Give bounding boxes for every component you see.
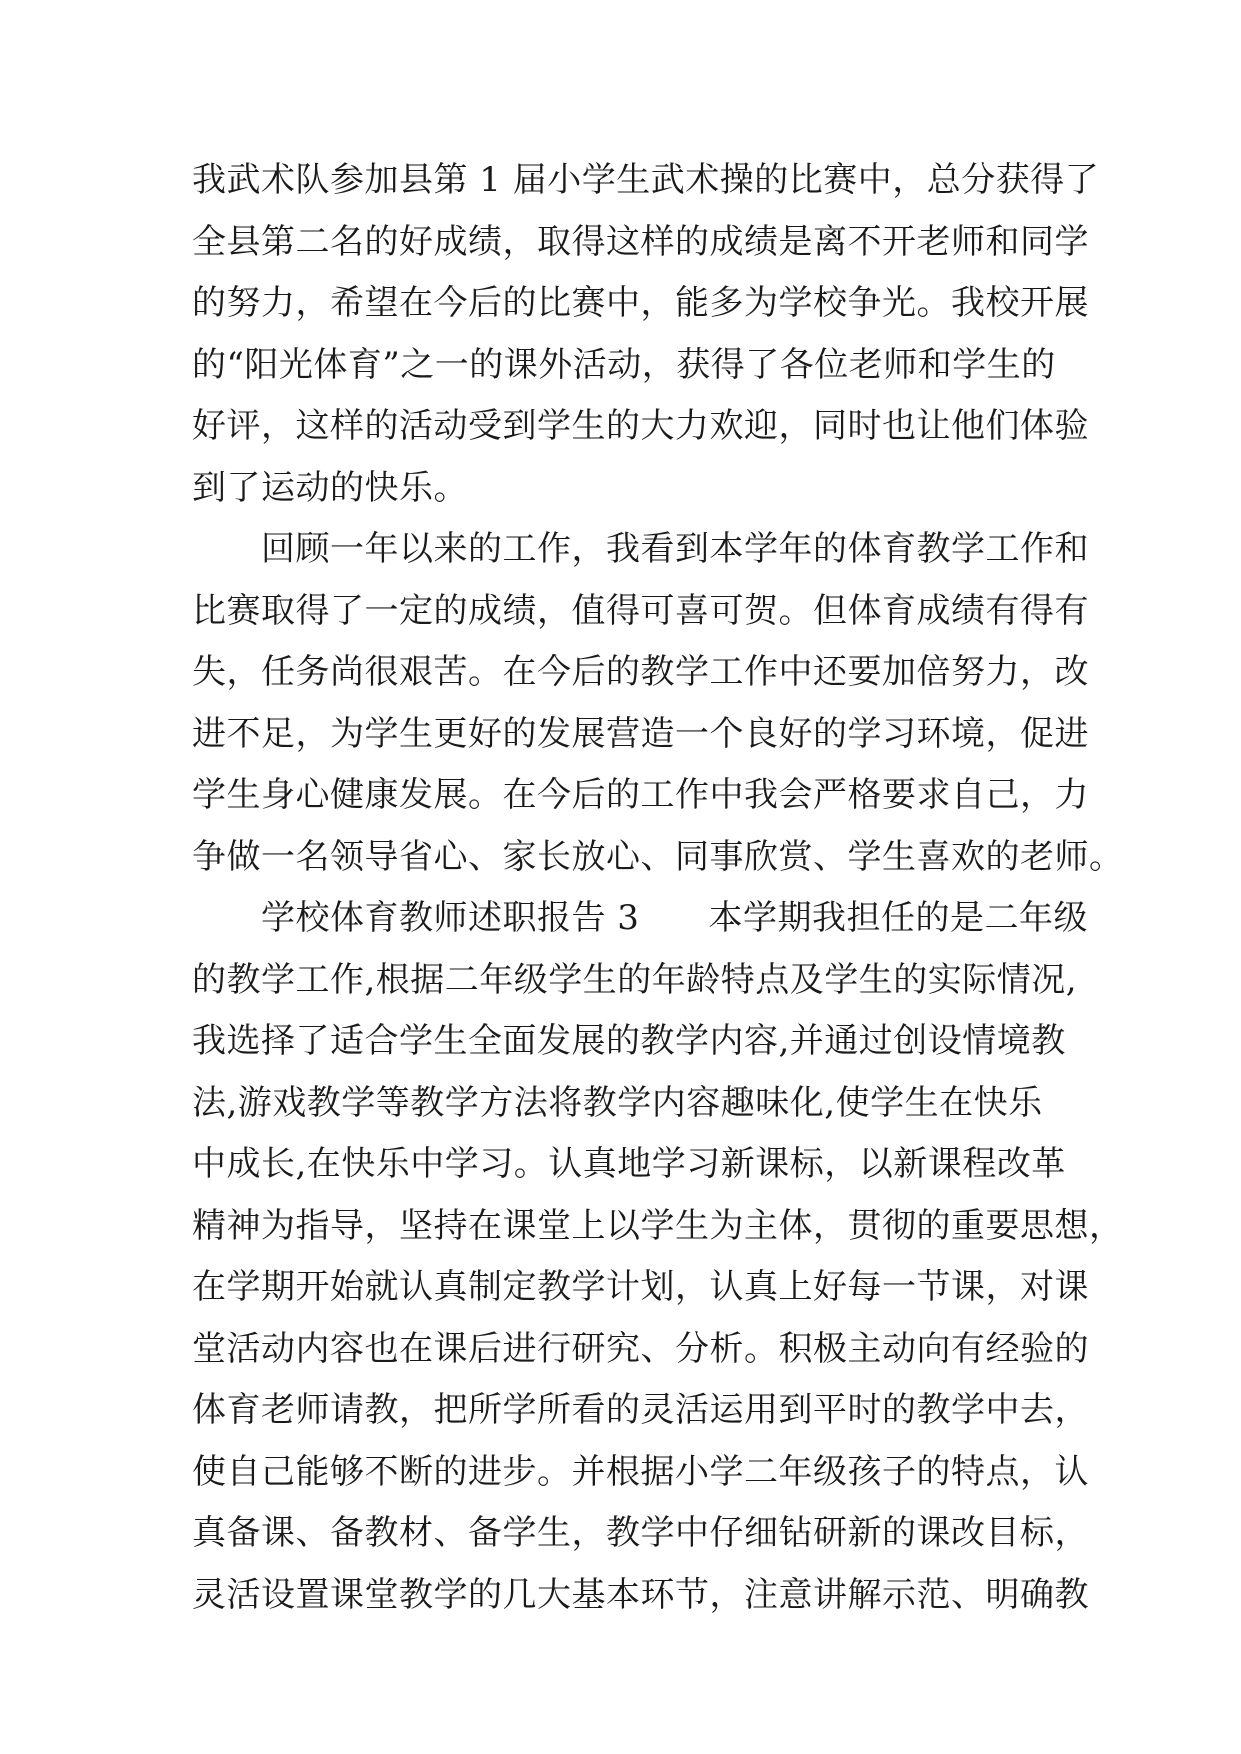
text-line: 体育老师请教，把所学所看的灵活运用到平时的教学中去， [192,1390,1089,1430]
text-line: 失，任务尚很艰苦。在今后的教学工作中还要加倍努力，改 [192,652,1089,692]
text-line: 到了运动的快乐。 [192,467,468,508]
text-line: 进不足，为学生更好的发展营造一个良好的学习环境，促进 [192,713,1089,754]
body-text [192,150,1124,1626]
text-line: 堂活动内容也在课后进行研究、分析。积极主动向有经验的 [192,1328,1089,1369]
text-line: 学生身心健康发展。在今后的工作中我会严格要求自己，力 [192,775,1089,815]
text-line: 精神为指导，坚持在课堂上以学生为主体，贯彻的重要思想， [192,1205,1124,1246]
text-line: 的教学工作,根据二年级学生的年龄特点及学生的实际情况, [192,959,1078,1000]
text-line: 争做一名领导省心、家长放心、同事欣赏、学生喜欢的老师。 [192,836,1124,877]
text-line: 比赛取得了一定的成绩，值得可喜可贺。但体育成绩有得有 [192,590,1089,631]
text-line: 的“阳光体育”之一的课外活动，获得了各位老师和学生的 [192,344,1056,385]
text-line: 真备课、备教材、备学生，教学中仔细钻研新的课改目标， [192,1513,1089,1553]
text-line: 中成长,在快乐中学习。认真地学习新课标，以新课程改革 [192,1144,1066,1184]
text-line: 在学期开始就认真制定教学计划，认真上好每一节课，对课 [192,1267,1089,1307]
text-line: 回顾一年以来的工作，我看到本学年的体育教学工作和 [192,529,1089,569]
text-line: 全县第二名的好成绩，取得这样的成绩是离不开老师和同学 [192,221,1089,262]
text-line: 的努力，希望在今后的比赛中，能多为学校争光。我校开展 [192,283,1089,323]
text-line: 我武术队参加县第 1 届小学生武术操的比赛中，总分获得了 [192,160,1100,200]
text-line: 好评，这样的活动受到学生的大力欢迎，同时也让他们体验 [192,406,1089,446]
text-line: 使自己能够不断的进步。并根据小学二年级孩子的特点，认 [192,1451,1089,1492]
text-line: 法,游戏教学等教学方法将教学内容趣味化,使学生在快乐 [192,1082,1043,1123]
text-line: 学校体育教师述职报告 3 本学期我担任的是二年级 [192,898,1088,938]
text-line: 灵活设置课堂教学的几大基本环节，注意讲解示范、明确教 [192,1574,1089,1615]
text-line: 我选择了适合学生全面发展的教学内容,并通过创设情境教 [192,1021,1066,1061]
